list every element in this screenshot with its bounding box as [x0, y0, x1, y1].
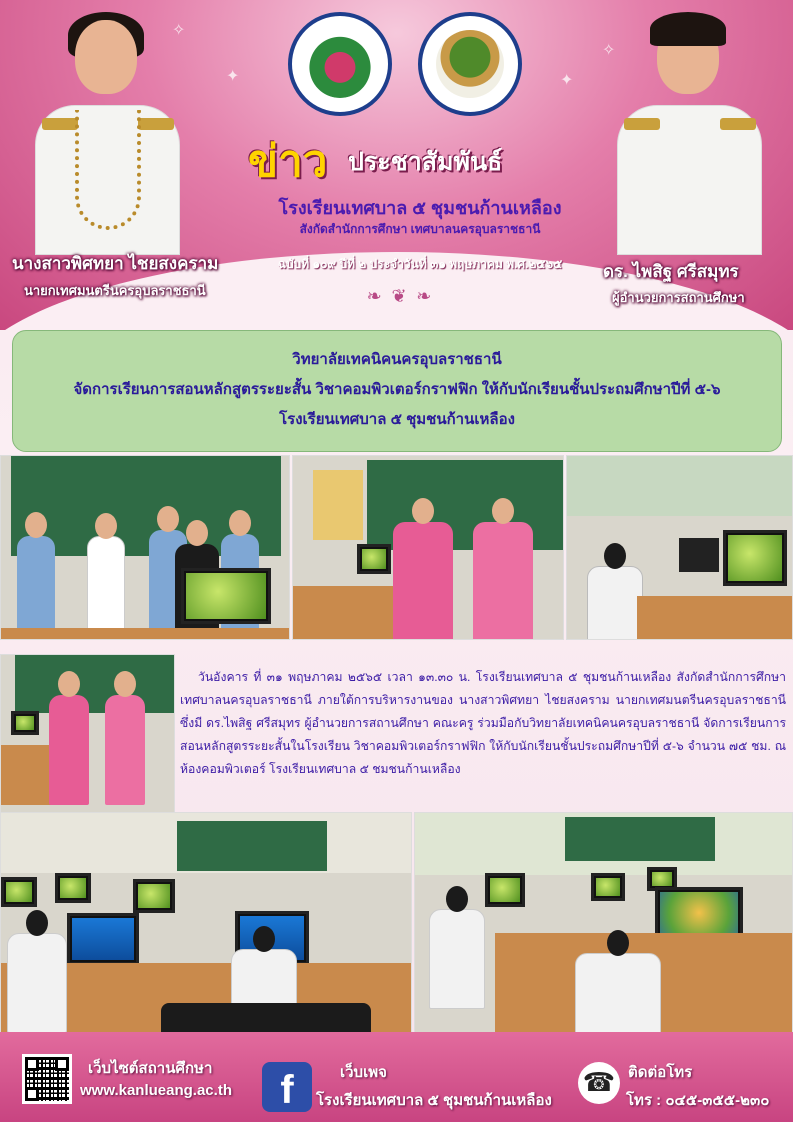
website-label: เว็บไซต์สถานศึกษา — [88, 1060, 213, 1077]
photo-students-working — [414, 812, 793, 1034]
facebook-icon[interactable]: f — [262, 1062, 312, 1112]
webpage-name-link[interactable]: โรงเรียนเทศบาล ๕ ชุมชนก้านเหลือง — [316, 1092, 552, 1109]
sparkle-icon: ✧ — [172, 20, 186, 39]
photo-computer-lab-wide — [0, 812, 412, 1034]
affiliation: สังกัดสำนักการศึกษา เทศบาลนครอุบลราชธานี — [299, 222, 541, 236]
sparkle-icon: ✦ — [226, 66, 240, 85]
headline-box — [12, 330, 782, 452]
sparkle-icon: ✦ — [560, 70, 574, 89]
mayor-portrait — [30, 10, 180, 250]
headline-line-1: วิทยาลัยเทคนิคนครอุบลราชธานี — [292, 351, 502, 368]
phone-number[interactable]: โทร : ๐๔๕-๓๕๕-๒๓๐ — [626, 1092, 770, 1109]
webpage-label: เว็บเพจ — [340, 1064, 387, 1081]
header-banner — [0, 0, 793, 330]
contact-label: ติดต่อโทร — [628, 1064, 693, 1081]
headline-line-2: จัดการเรียนการสอนหลักสูตรระยะสั้น วิชาคอมพิวเตอร์กราฟฟิก ให้กับนักเรียนชั้นประถมศึกษาปีที่ ๕-๖ — [73, 381, 721, 398]
news-word: ข่าว — [248, 137, 328, 186]
school-name: โรงเรียนเทศบาล ๕ ชุมชนก้านเหลือง — [278, 198, 562, 218]
issue-line: ฉบับที่ ๑๐๙ ปีที่ ๒ ประจำวันที่ ๓๑ พฤษภาคม พ.ศ.๒๕๖๕ — [277, 257, 563, 271]
article-paragraph: วันอังคาร ที่ ๓๑ พฤษภาคม ๒๕๖๕ เวลา ๑๓.๓๐ น. โรงเรียนเทศบาล ๕ ชุมชนก้านเหลือง สังกัดสำนักการศึกษา เทศบาลนครอุบลราชธานี ภายใต้การบริหารงานของ นางสาวพิศทยา ไชยสงคราม นายกเทศมนตรีนครอุบลราชธานี ซึ่งมี ดร.ไพสิฐ ศรีสมุทร ผู้อำนวยการสถานศึกษา คณะครู ร่วมมือกับวิทยาลัยเทคนิคนครอุบลราชธานี จัดการเรียนการสอนหลักสูตรระยะสั้นในโรงเรียน วิชาคอมพิวเตอร์กราฟฟิก ให้กับนักเรียนชั้นประถมศึกษาปีที่ ๕-๖ จำนวน ๗๕ ชม. ณ ห้องคอมพิวเตอร์ โรงเรียนเทศบาล ๕ ชมชนก้านเหลือง — [180, 670, 786, 776]
website-url-link[interactable]: www.kanlueang.ac.th — [80, 1082, 232, 1099]
director-portrait — [612, 10, 762, 250]
qr-code-icon[interactable] — [22, 1054, 72, 1104]
footer-bar — [0, 1032, 793, 1122]
ornament-divider: ❧ ❦ ❧ — [366, 286, 434, 307]
news-heading: ประชาสัมพันธ์ — [348, 148, 503, 176]
headline-line-3: โรงเรียนเทศบาล ๕ ชุมชนก้านเหลือง — [279, 411, 515, 428]
photo-students-classroom — [0, 455, 290, 640]
photo-two-teachers — [0, 654, 175, 820]
phone-icon: ☎ — [578, 1062, 620, 1104]
sparkle-icon: ✧ — [602, 40, 616, 59]
article-body — [180, 666, 786, 781]
photo-teachers-in-lab — [292, 455, 564, 640]
director-title: ผู้อำนวยการสถานศึกษา — [612, 290, 745, 305]
mayor-name: นางสาวพิศทยา ไชยสงคราม — [12, 254, 219, 273]
municipality-seal-icon — [288, 12, 392, 116]
mayor-title: นายกเทศมนตรีนครอุบลราชธานี — [24, 283, 206, 298]
photo-students-at-computers — [566, 455, 793, 640]
school-emblem-icon — [418, 12, 522, 116]
director-name: ดร. ไพสิฐ ศรีสมุทร — [603, 262, 739, 281]
